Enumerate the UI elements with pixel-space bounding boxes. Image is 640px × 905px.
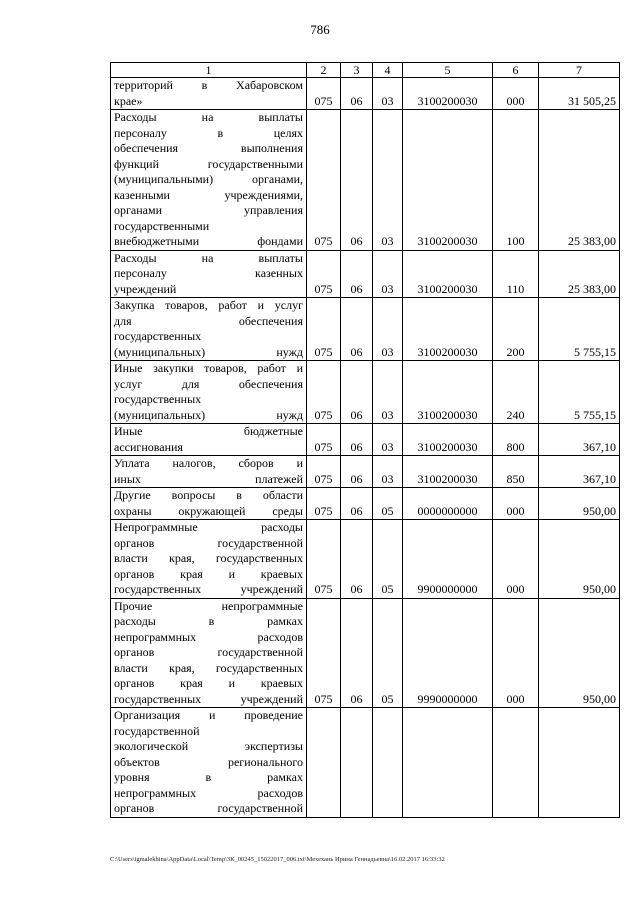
row-cell-7 [539, 708, 620, 818]
row-name-line: экологической экспертизы [114, 739, 303, 753]
row-cell-2: 075 [307, 298, 341, 361]
row-name-line: обеспечения выполнения [114, 141, 303, 155]
row-name-line: (муниципальными) органами, [114, 172, 303, 186]
row-cell-6: 000 [493, 488, 539, 520]
row-cell-3: 06 [341, 456, 373, 488]
row-name-line: Прочие непрограммные [114, 598, 303, 613]
row-name-line: территорий в Хабаровском [114, 78, 303, 92]
row-cell-3: 06 [341, 488, 373, 520]
row-cell-3: 06 [341, 424, 373, 456]
row-name-line: персоналу казенных [114, 266, 303, 280]
row-name-line: Другие вопросы в области [114, 488, 303, 502]
row-cell-5: 3100200030 [403, 298, 493, 361]
row-name-cell [111, 78, 307, 110]
row-cell-4: 03 [373, 361, 403, 424]
header-cell-5: 5 [403, 63, 493, 78]
row-name-line: власти края, государственных [114, 660, 303, 675]
row-name-line: внебюджетными фондами [114, 234, 303, 248]
row-name-line: иных платежей [114, 471, 303, 486]
row-cell-7: 5 755,15 [539, 361, 620, 424]
row-cell-5: 3100200030 [403, 361, 493, 424]
row-name-line: казенными учреждениями, [114, 187, 303, 202]
row-cell-4: 05 [373, 520, 403, 599]
table-row [111, 424, 620, 456]
row-cell-7: 367,10 [539, 424, 620, 456]
row-cell-5: 9900000000 [403, 520, 493, 599]
row-cell-6: 200 [493, 298, 539, 361]
row-name-line: Расходы на выплаты [114, 250, 303, 265]
table-row [111, 78, 620, 110]
row-name-line: (муниципальных) нужд [114, 344, 303, 359]
row-cell-7: 950,00 [539, 520, 620, 599]
row-cell-5: 3100200030 [403, 78, 493, 110]
row-name-cell [111, 708, 307, 818]
row-cell-5: 9990000000 [403, 598, 493, 708]
row-cell-4: 03 [373, 456, 403, 488]
table-row [111, 520, 620, 599]
row-name-line: Закупка товаров, работ и услуг [114, 298, 303, 312]
row-cell-6: 000 [493, 78, 539, 110]
row-cell-5 [403, 708, 493, 818]
table-row [111, 361, 620, 424]
table-row [111, 598, 620, 708]
row-cell-4: 05 [373, 488, 403, 520]
row-cell-2: 075 [307, 488, 341, 520]
row-name-line: персоналу в целях [114, 125, 303, 140]
row-name-line: Уплата налогов, сборов и [114, 456, 303, 470]
row-name-line: Организация и проведение [114, 708, 303, 722]
row-cell-3: 06 [341, 78, 373, 110]
table-row [111, 488, 620, 520]
row-name-line: Расходы на выплаты [114, 110, 303, 124]
row-cell-4: 03 [373, 110, 403, 251]
row-name-line: услуг для обеспечения [114, 376, 303, 391]
row-cell-6: 000 [493, 520, 539, 599]
header-cell-1: 1 [111, 63, 307, 78]
row-cell-5: 3100200030 [403, 456, 493, 488]
row-name-line: государственных учреждений [114, 582, 303, 596]
row-cell-3: 06 [341, 250, 373, 298]
page-number: 786 [310, 22, 330, 37]
row-cell-7: 5 755,15 [539, 298, 620, 361]
row-name-line: непрограммных расходов [114, 629, 303, 644]
row-cell-6: 000 [493, 598, 539, 708]
row-name-line: государственными [114, 218, 210, 233]
row-cell-7: 31 505,25 [539, 78, 620, 110]
row-cell-4: 03 [373, 424, 403, 456]
row-name-line: непрограммных расходов [114, 785, 303, 800]
row-name-cell [111, 110, 307, 251]
row-cell-2: 075 [307, 424, 341, 456]
row-name-cell [111, 456, 307, 488]
row-cell-4: 03 [373, 78, 403, 110]
row-cell-3 [341, 708, 373, 818]
row-cell-3: 06 [341, 110, 373, 251]
row-cell-4: 05 [373, 598, 403, 708]
row-cell-7: 25 383,00 [539, 250, 620, 298]
header-cell-6: 6 [493, 63, 539, 78]
row-cell-6 [493, 708, 539, 818]
header-cell-4: 4 [373, 63, 403, 78]
row-name-line: крае» [114, 93, 143, 108]
row-name-line: объектов регионального [114, 754, 303, 769]
row-name-cell [111, 298, 307, 361]
table-row [111, 298, 620, 361]
header-cell-2: 2 [307, 63, 341, 78]
row-name-line: функций государственными [114, 156, 303, 171]
row-cell-7: 950,00 [539, 598, 620, 708]
row-name-line: учреждений [114, 281, 177, 296]
row-cell-2: 075 [307, 250, 341, 298]
row-cell-2: 075 [307, 361, 341, 424]
row-name-line: ассигнования [114, 439, 183, 454]
row-name-line: власти края, государственных [114, 551, 303, 565]
row-cell-3: 06 [341, 361, 373, 424]
row-name-cell [111, 520, 307, 599]
row-cell-7: 950,00 [539, 488, 620, 520]
row-cell-2 [307, 708, 341, 818]
table-header-row [111, 63, 620, 78]
row-cell-3: 06 [341, 520, 373, 599]
table-row [111, 456, 620, 488]
row-cell-6: 100 [493, 110, 539, 251]
row-name-line: Иные бюджетные [114, 424, 303, 438]
row-cell-2: 075 [307, 110, 341, 251]
table-row [111, 250, 620, 298]
row-name-cell [111, 424, 307, 456]
row-name-line: органами управления [114, 203, 303, 217]
row-cell-5: 3100200030 [403, 250, 493, 298]
row-cell-6: 240 [493, 361, 539, 424]
row-name-line: государственных [114, 329, 202, 343]
row-name-cell [111, 361, 307, 424]
row-name-cell [111, 598, 307, 708]
file-path-footer: C:\Users\igmalekhina\AppData\Local\Temp\ЗК_00245_15022017_006.txt\Мехехань Ирина Геннадьевна\16.02.2017 16:33:32 [110, 856, 445, 863]
row-cell-6: 850 [493, 456, 539, 488]
row-cell-3: 06 [341, 598, 373, 708]
row-cell-5: 3100200030 [403, 424, 493, 456]
header-cell-7: 7 [539, 63, 620, 78]
row-name-line: государственных учреждений [114, 691, 303, 706]
table-row [111, 708, 620, 818]
row-name-line: органов края и краевых [114, 676, 303, 690]
row-cell-2: 075 [307, 456, 341, 488]
row-name-line: охраны окружающей среды [114, 503, 303, 518]
row-name-line: Иные закупки товаров, работ и [114, 361, 303, 375]
row-name-line: органов края и краевых [114, 566, 303, 581]
row-name-line: (муниципальных) нужд [114, 407, 303, 422]
row-name-line: уровня в рамках [114, 770, 303, 784]
row-cell-4: 03 [373, 298, 403, 361]
row-name-line: Непрограммные расходы [114, 520, 303, 534]
row-cell-2: 075 [307, 78, 341, 110]
row-cell-5: 0000000000 [403, 488, 493, 520]
table-row [111, 110, 620, 251]
budget-table [110, 62, 620, 818]
row-name-line: государственной [114, 723, 200, 738]
header-cell-3: 3 [341, 63, 373, 78]
row-cell-6: 800 [493, 424, 539, 456]
row-cell-3: 06 [341, 298, 373, 361]
row-cell-7: 367,10 [539, 456, 620, 488]
row-cell-2: 075 [307, 520, 341, 599]
row-cell-5: 3100200030 [403, 110, 493, 251]
row-name-cell [111, 488, 307, 520]
row-name-line: государственных [114, 392, 202, 406]
row-cell-2: 075 [307, 598, 341, 708]
row-name-line: органов государственной [114, 801, 303, 815]
row-cell-6: 110 [493, 250, 539, 298]
row-cell-4 [373, 708, 403, 818]
row-name-line: органов государственной [114, 645, 303, 659]
row-name-line: расходы в рамках [114, 614, 303, 628]
row-name-line: органов государственной [114, 535, 303, 550]
row-cell-4: 03 [373, 250, 403, 298]
row-cell-7: 25 383,00 [539, 110, 620, 251]
row-name-line: для обеспечения [114, 313, 303, 328]
row-name-cell [111, 250, 307, 298]
